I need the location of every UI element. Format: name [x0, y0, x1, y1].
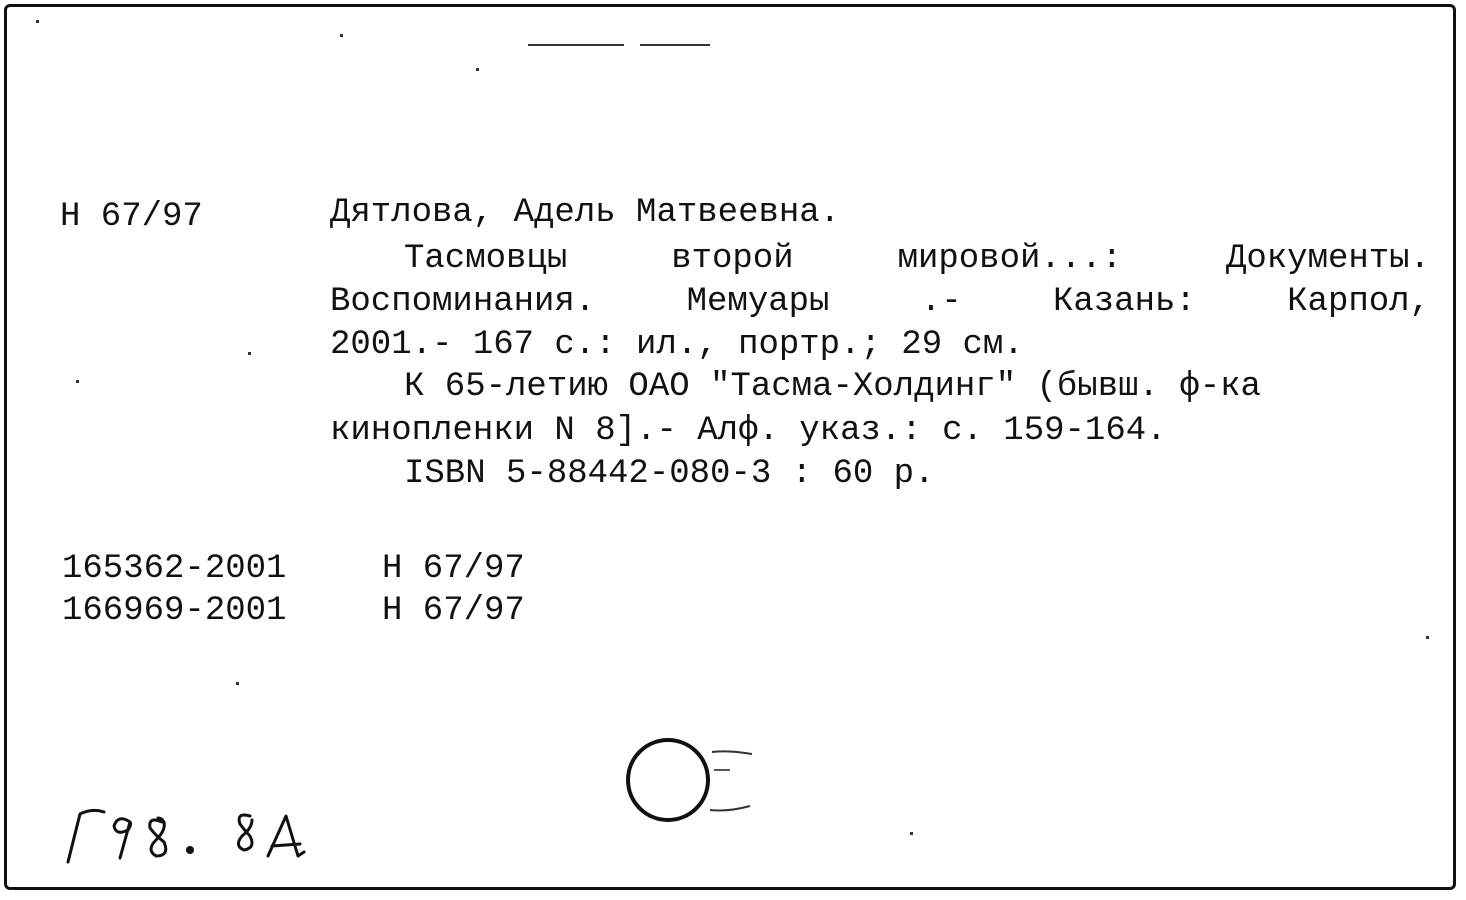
- title-word: Карпол,: [1287, 283, 1430, 321]
- holding-shelfmark: Н 67/97: [382, 592, 525, 630]
- scan-artifact: [910, 832, 913, 835]
- title-word: второй: [671, 240, 794, 278]
- title-line-1: [404, 242, 1430, 276]
- scan-artifact: [1426, 636, 1429, 639]
- scan-artifact: [36, 20, 39, 23]
- holding-inv: 166969-2001: [62, 592, 287, 630]
- scan-artifact: [528, 44, 624, 46]
- scan-artifact: [340, 34, 343, 37]
- title-word: Тасмовцы: [404, 240, 568, 278]
- scan-artifact: [640, 44, 710, 46]
- shelfmark: Н 67/97: [60, 198, 203, 236]
- scan-artifact: [236, 682, 239, 685]
- scan-artifact: [76, 380, 79, 383]
- holding-inv: 165362-2001: [62, 550, 287, 588]
- scan-artifact: [248, 352, 251, 355]
- note-line-2: кинопленки N 8].- Алф. указ.: с. 159-164.: [330, 412, 1167, 450]
- punch-hole: [620, 730, 760, 830]
- note-line-1: К 65-летию ОАО "Тасма-Холдинг" (бывш. ф-ка: [404, 368, 1261, 406]
- title-word: мировой...:: [897, 240, 1122, 278]
- title-word: Воспоминания.: [330, 283, 596, 321]
- isbn-line: ISBN 5-88442-080-3 : 60 р.: [404, 455, 935, 493]
- imprint-line: 2001.- 167 с.: ил., портр.; 29 см.: [330, 326, 1024, 364]
- title-line-2: [330, 285, 1430, 319]
- holding-shelfmark: Н 67/97: [382, 550, 525, 588]
- scan-artifact: [476, 68, 479, 71]
- title-word: Мемуары: [686, 283, 830, 321]
- author-heading: Дятлова, Адель Матвеевна.: [330, 194, 841, 232]
- title-word: Документы.: [1225, 240, 1430, 278]
- handwritten-note: [60, 800, 340, 870]
- title-word: Казань:: [1052, 283, 1196, 321]
- title-word: .-: [920, 283, 962, 321]
